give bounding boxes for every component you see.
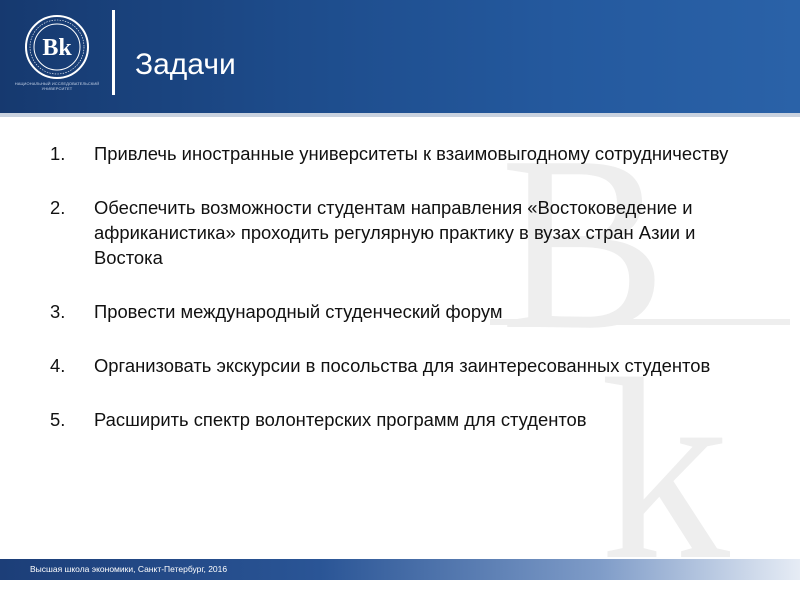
task-text: Обеспечить возможности студентам направления «Востоковедение и африканистика» проходить регулярную практику в вузах стран Азии и Востока xyxy=(94,197,696,268)
svg-text:B: B xyxy=(500,117,667,382)
svg-text:Вk: Вk xyxy=(42,35,72,61)
header-bar xyxy=(0,0,800,113)
task-item xyxy=(50,141,750,166)
task-number: 2. xyxy=(50,197,66,218)
footer-text: Высшая школа экономики, Санкт-Петербург, 2016 xyxy=(30,564,228,574)
task-item xyxy=(50,353,750,378)
footer-bar xyxy=(0,559,800,580)
task-number: 1. xyxy=(50,143,66,164)
task-number: 3. xyxy=(50,301,66,322)
task-text: Провести международный студенческий форум xyxy=(94,301,503,322)
task-number: 5. xyxy=(50,409,66,430)
task-number: 4. xyxy=(50,355,66,376)
task-item xyxy=(50,195,750,270)
svg-text:k: k xyxy=(600,326,730,557)
task-text: Привлечь иностранные университеты к взаимовыгодному сотрудничеству xyxy=(94,143,729,164)
task-item xyxy=(50,407,750,432)
page-title: Задачи xyxy=(135,48,236,81)
task-text: Организовать экскурсии в посольства для заинтересованных студентов xyxy=(94,355,711,376)
header-divider xyxy=(112,10,115,95)
task-list xyxy=(50,141,750,461)
task-item xyxy=(50,299,750,324)
logo-caption: НАЦИОНАЛЬНЫЙ ИССЛЕДОВАТЕЛЬСКИЙ УНИВЕРСИТЕТ xyxy=(14,81,100,91)
task-text: Расширить спектр волонтерских программ для студентов xyxy=(94,409,587,430)
